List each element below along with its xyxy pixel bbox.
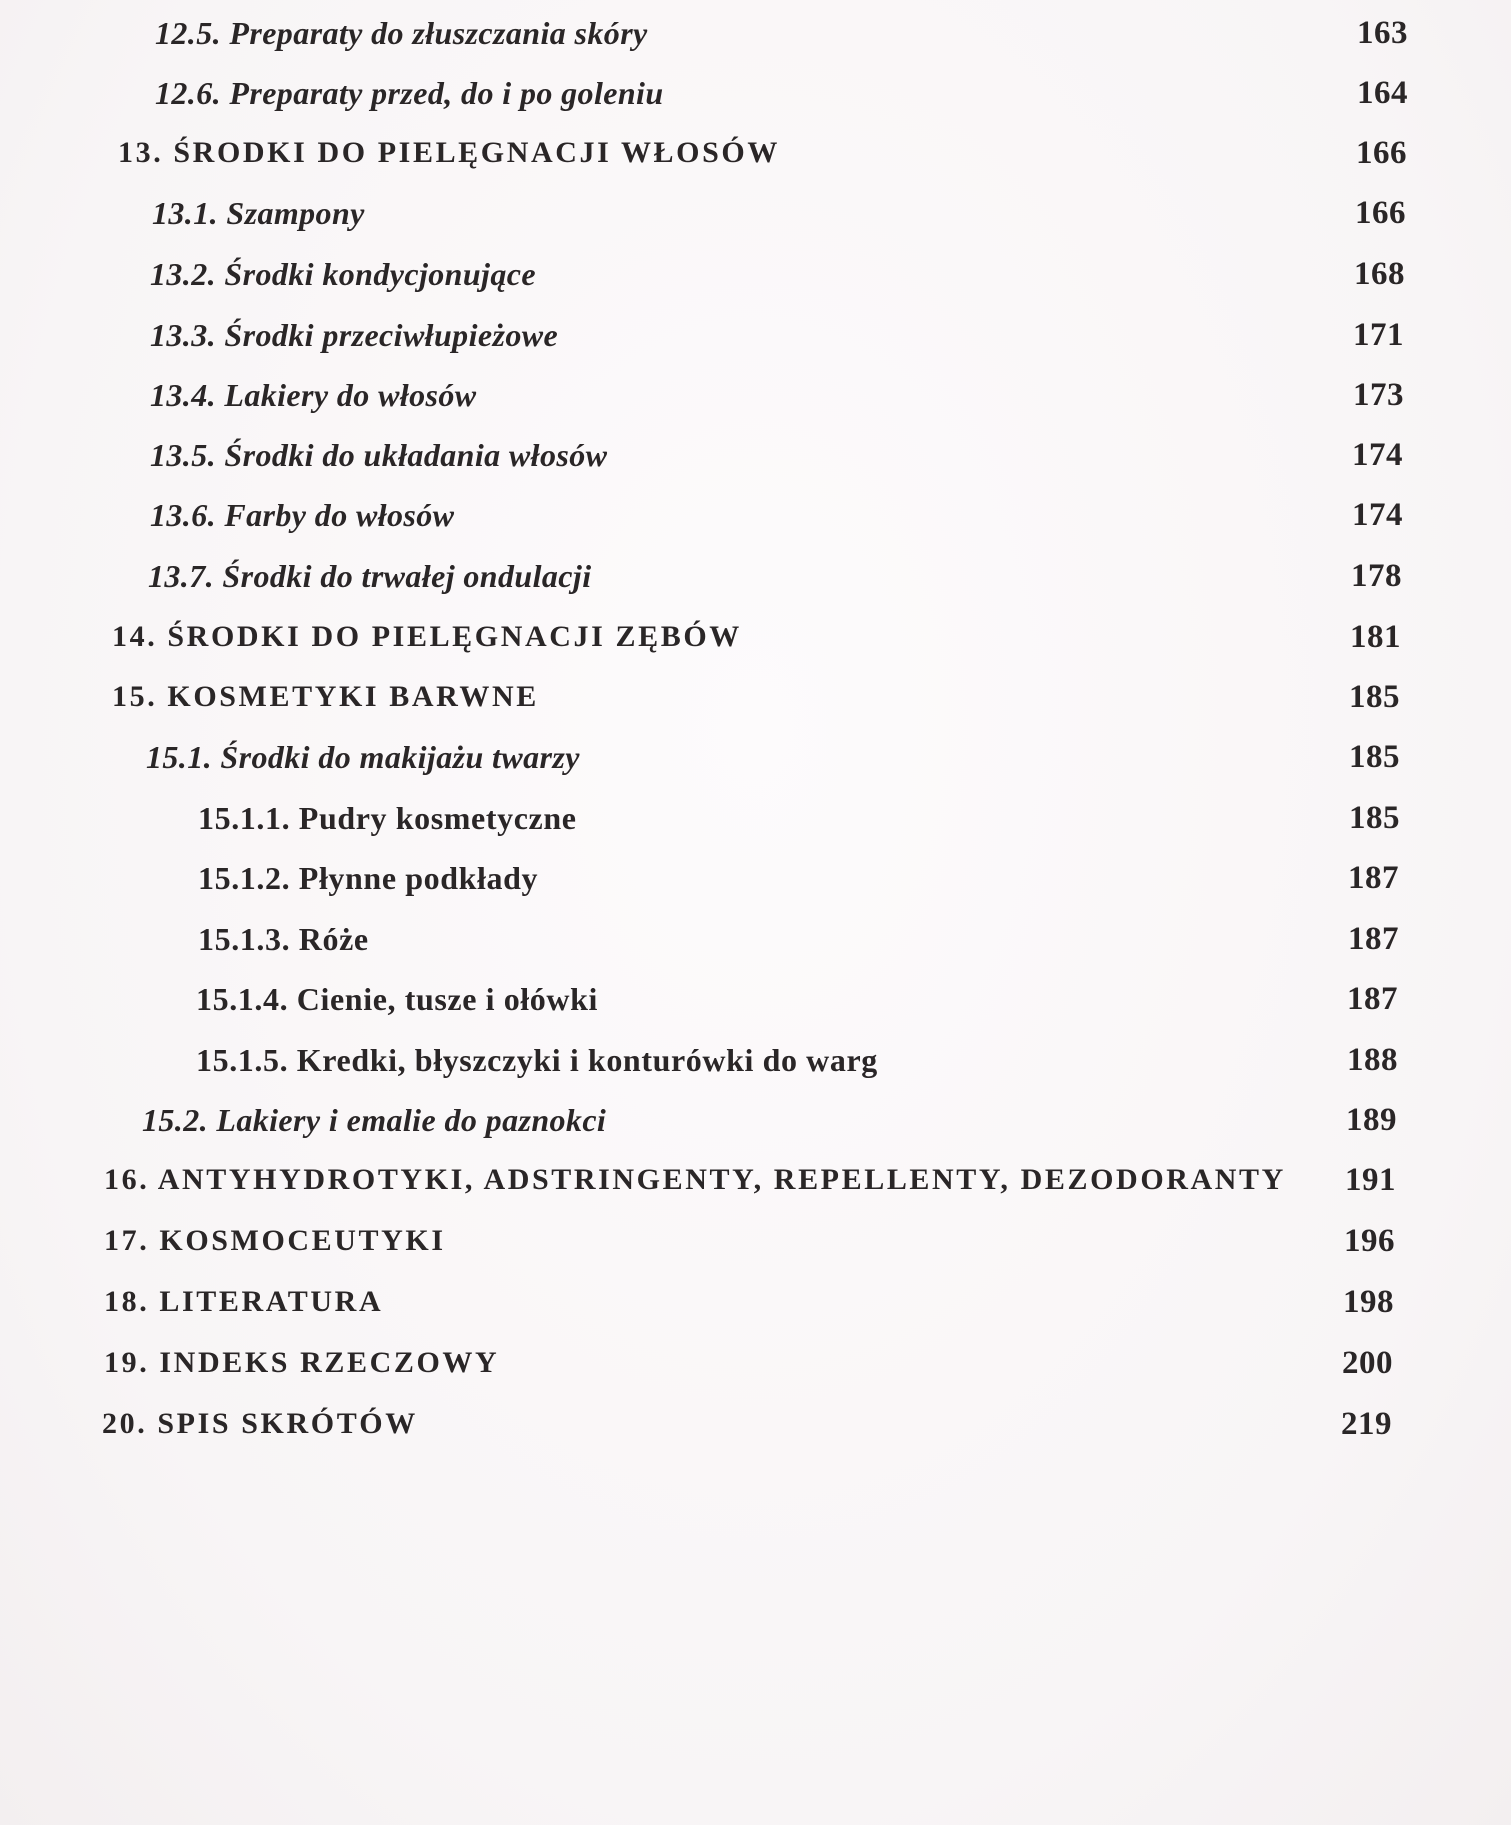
toc-entry-page-number: 219 (1341, 1406, 1392, 1442)
toc-entry-page-number: 185 (1349, 800, 1400, 836)
toc-entry-title: 15.1.3. Róże (198, 921, 369, 957)
toc-entry (104, 1155, 1470, 1205)
toc-entry-title: 18. LITERATURA (104, 1285, 384, 1318)
toc-entry (112, 672, 1470, 722)
toc-entry-title: 12.5. Preparaty do złuszczania skóry (155, 15, 648, 51)
toc-entry (155, 8, 1470, 58)
toc-entry-title: 15.1.2. Płynne podkłady (198, 860, 539, 896)
toc-entry-page-number: 200 (1342, 1345, 1393, 1381)
toc-entry (142, 1095, 1470, 1145)
toc-entry (198, 793, 1470, 843)
toc-entry-title: 15.2. Lakiery i emalie do paznokci (142, 1102, 607, 1138)
toc-entry-page-number: 174 (1352, 437, 1403, 473)
toc-entry (150, 249, 1470, 299)
toc-entry (152, 188, 1470, 238)
toc-entry-page-number: 164 (1357, 75, 1408, 111)
toc-entry-title: 15. KOSMETYKI BARWNE (112, 680, 539, 713)
toc-entry-title: 13.1. Szampony (152, 195, 365, 231)
toc-entry (104, 1277, 1470, 1327)
toc-entry (150, 490, 1470, 540)
toc-entry-page-number: 196 (1344, 1223, 1395, 1259)
toc-entry-page-number: 185 (1349, 679, 1400, 715)
toc-entry-page-number: 181 (1350, 619, 1401, 655)
toc-entry (196, 974, 1470, 1024)
toc-entry-page-number: 185 (1349, 739, 1400, 775)
toc-entry-page-number: 198 (1343, 1284, 1394, 1320)
toc-entry-page-number: 178 (1351, 558, 1402, 594)
toc-entry-page-number: 166 (1355, 195, 1406, 231)
toc-entry-title: 14. ŚRODKI DO PIELĘGNACJI ZĘBÓW (112, 620, 742, 653)
toc-entry-title: 20. SPIS SKRÓTÓW (102, 1407, 418, 1440)
toc-entry-page-number: 187 (1347, 981, 1398, 1017)
toc-entry-page-number: 174 (1352, 497, 1403, 533)
toc-entry-page-number: 187 (1348, 921, 1399, 957)
toc-entry-title: 15.1.1. Pudry kosmetyczne (198, 800, 577, 836)
toc-entry-title: 17. KOSMOCEUTYKI (104, 1224, 446, 1257)
toc-entry-title: 15.1. Środki do makijażu twarzy (146, 739, 580, 775)
toc-entry-title: 13. ŚRODKI DO PIELĘGNACJI WŁOSÓW (118, 136, 780, 169)
toc-entry (196, 1035, 1470, 1085)
toc-entry (118, 128, 1470, 178)
toc-entry-title: 19. INDEKS RZECZOWY (104, 1346, 500, 1379)
toc-entry-page-number: 171 (1353, 317, 1404, 353)
toc-entry (198, 853, 1470, 903)
toc-entry-title: 12.6. Preparaty przed, do i po goleniu (155, 75, 664, 111)
toc-entry-title: 13.5. Środki do układania włosów (150, 437, 608, 473)
toc-entry (104, 1338, 1470, 1388)
toc-entry-page-number: 168 (1354, 256, 1405, 292)
toc-entry-page-number: 189 (1346, 1102, 1397, 1138)
toc-entry (150, 370, 1470, 420)
toc-entry (148, 551, 1470, 601)
toc-entry (150, 310, 1470, 360)
toc-entry (150, 430, 1470, 480)
toc-entry-title: 13.6. Farby do włosów (150, 497, 455, 533)
toc-entry-title: 13.3. Środki przeciwłupieżowe (150, 317, 559, 353)
toc-entry (112, 612, 1470, 662)
toc-entry-title: 13.7. Środki do trwałej ondulacji (148, 558, 592, 594)
toc-entry-title: 13.4. Lakiery do włosów (150, 377, 477, 413)
toc-entry-page-number: 173 (1353, 377, 1404, 413)
toc-entry-page-number: 188 (1347, 1042, 1398, 1078)
toc-entry-title: 16. ANTYHYDROTYKI, ADSTRINGENTY, REPELLENTY, DEZODORANTY (104, 1163, 1286, 1196)
toc-entry-page-number: 166 (1356, 135, 1407, 171)
toc-entry-title: 13.2. Środki kondycjonujące (150, 256, 536, 292)
toc-entry (198, 914, 1470, 964)
toc-entry (146, 732, 1470, 782)
toc-entry (102, 1399, 1470, 1449)
toc-entry (155, 68, 1470, 118)
toc-entry-page-number: 163 (1357, 15, 1408, 51)
toc-entry-page-number: 187 (1348, 860, 1399, 896)
toc-entry (104, 1216, 1470, 1266)
toc-entry-title: 15.1.5. Kredki, błyszczyki i konturówki do warg (196, 1042, 878, 1078)
toc-entry-page-number: 191 (1345, 1162, 1396, 1198)
toc-entry-title: 15.1.4. Cienie, tusze i ołówki (196, 981, 598, 1017)
